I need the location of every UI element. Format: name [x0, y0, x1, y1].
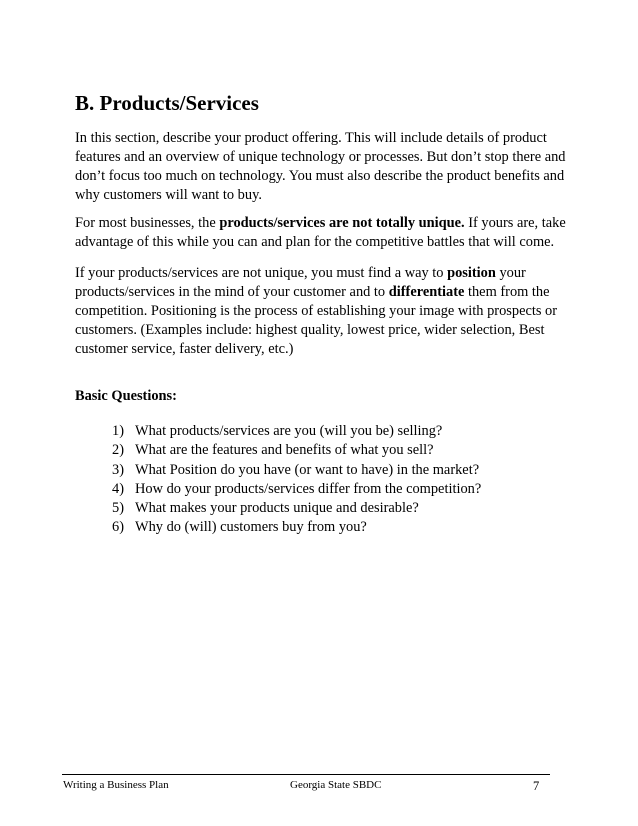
list-item: [112, 422, 481, 441]
list-number: 5): [112, 500, 124, 517]
list-number: 6): [112, 519, 124, 536]
bold-word-differentiate: differentiate: [388, 284, 465, 300]
section-heading: B. Products/Services: [75, 91, 259, 115]
footer-organization: Georgia State SBDC: [290, 779, 382, 791]
list-item: [112, 461, 481, 480]
footer-document-title: Writing a Business Plan: [63, 779, 169, 791]
list-number: 4): [112, 480, 124, 497]
text-run: If yours are, take advantage of this while you can and plan for the competitive battles that will come.: [75, 215, 566, 250]
list-item: [112, 518, 481, 537]
text-run: If your products/services are not unique, you must find a way to: [75, 265, 448, 281]
list-number: 2): [112, 442, 124, 459]
list-text: What makes your products unique and desirable?: [135, 500, 419, 517]
list-item: [112, 441, 481, 460]
text-run: your products/services in the mind of your customer and to: [75, 265, 526, 300]
list-item: [112, 480, 481, 499]
list-text: What Position do you have (or want to have) in the market?: [135, 461, 480, 478]
text-run: them from the competition. Positioning is the process of establishing your image with prospects or customers. (Examples include: highest quality, lowest price, wider selection, Best customer service, faster delivery, etc.): [75, 284, 558, 357]
footer-page-number: 7: [533, 779, 540, 793]
list-text: What are the features and benefits of what you sell?: [135, 442, 434, 459]
footer-divider: [62, 774, 550, 775]
uniqueness-paragraph: [75, 214, 575, 252]
list-text: Why do (will) customers buy from you?: [135, 519, 367, 536]
list-text: How do your products/services differ from the competition?: [135, 480, 482, 497]
bold-word-position: position: [447, 265, 496, 281]
questions-list: [112, 422, 481, 538]
list-number: 3): [112, 461, 124, 478]
list-text: What products/services are you (will you be) selling?: [135, 423, 443, 439]
list-item: [112, 499, 481, 518]
intro-paragraph: In this section, describe your product offering. This will include details of product features and an overview of unique technology or processes. But don’t stop there and don’t focus too much on technology. You must also describe the product benefits and why customers will want to buy.: [75, 130, 566, 203]
text-run: For most businesses, the: [75, 215, 220, 231]
list-number: 1): [112, 423, 124, 439]
questions-heading: Basic Questions:: [75, 388, 177, 404]
bold-phrase-not-unique: products/services are not totally unique.: [219, 215, 465, 231]
positioning-paragraph: [75, 264, 575, 359]
